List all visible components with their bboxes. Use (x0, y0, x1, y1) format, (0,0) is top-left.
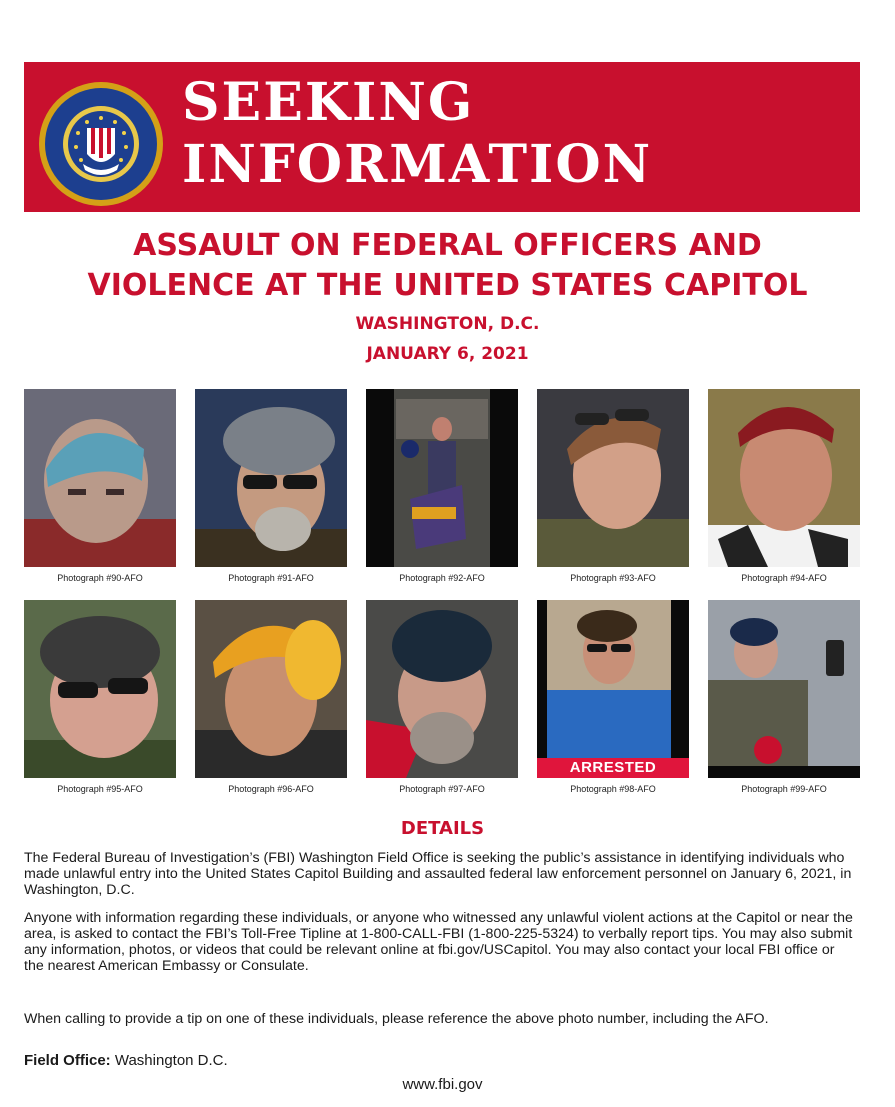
photo-96 (195, 600, 347, 778)
date-text: JANUARY 6, 2021 (366, 344, 529, 364)
photo-caption: Photograph #98-AFO (570, 784, 656, 794)
headline (0, 226, 895, 306)
details-paragraph-2: Anyone with information regarding these individuals, or anyone who witnessed any unlawful violent actions at the Capitol or near the area, is asked to contact the FBI’s Toll-Free Tipline at 1-800-CALL-FBI (1-800-225-5324) to verbally report tips. You may also submit any information, photos, or videos that could be relevant online at fbi.gov/USCapitol. You may also contact your local FBI office or the nearest American Embassy or Consulate. (24, 910, 853, 974)
banner-title-line1: SEEKING (182, 72, 475, 133)
details-heading: DETAILS (400, 818, 485, 839)
photo-caption: Photograph #90-AFO (57, 573, 143, 583)
photo-caption: Photograph #95-AFO (57, 784, 143, 794)
field-office (24, 1052, 228, 1069)
photo-caption: Photograph #92-AFO (399, 573, 485, 583)
photo-92 (366, 389, 518, 567)
photo-93 (537, 389, 689, 567)
website-url: www.fbi.gov (402, 1076, 483, 1093)
photo-caption: Photograph #99-AFO (741, 784, 827, 794)
photo-90 (24, 389, 176, 567)
details-paragraph-3: When calling to provide a tip on one of these individuals, please reference the above photo number, including the AFO. (24, 1011, 769, 1027)
photo-caption: Photograph #93-AFO (570, 573, 656, 583)
photo-95 (24, 600, 176, 778)
headline-line1: ASSAULT ON FEDERAL OFFICERS AND (133, 228, 762, 263)
photo-99 (708, 600, 860, 778)
banner-title-line2: INFORMATION (182, 134, 653, 195)
photo-94 (708, 389, 860, 567)
photo-97 (366, 600, 518, 778)
fbi-seal-icon (37, 80, 165, 208)
location-text: WASHINGTON, D.C. (355, 314, 540, 334)
photo-caption: Photograph #91-AFO (228, 573, 314, 583)
photo-caption: Photograph #94-AFO (741, 573, 827, 583)
banner-title (182, 72, 652, 196)
details-paragraph-1: The Federal Bureau of Investigation’s (FBI) Washington Field Office is seeking the public’s assistance in identifying individuals who made unlawful entry into the United States Capitol Building and assaulted federal law enforcement personnel on January 6, 2021, in Washington, D.C. (24, 850, 852, 898)
field-office-value: Washington D.C. (114, 1052, 228, 1069)
photo-91 (195, 389, 347, 567)
arrested-badge: ARRESTED (537, 758, 689, 778)
headline-line2: VIOLENCE AT THE UNITED STATES CAPITOL (87, 268, 808, 303)
photo-caption: Photograph #96-AFO (228, 784, 314, 794)
field-office-label: Field Office: (24, 1052, 111, 1069)
photo-98 (537, 600, 689, 778)
photo-caption: Photograph #97-AFO (399, 784, 485, 794)
